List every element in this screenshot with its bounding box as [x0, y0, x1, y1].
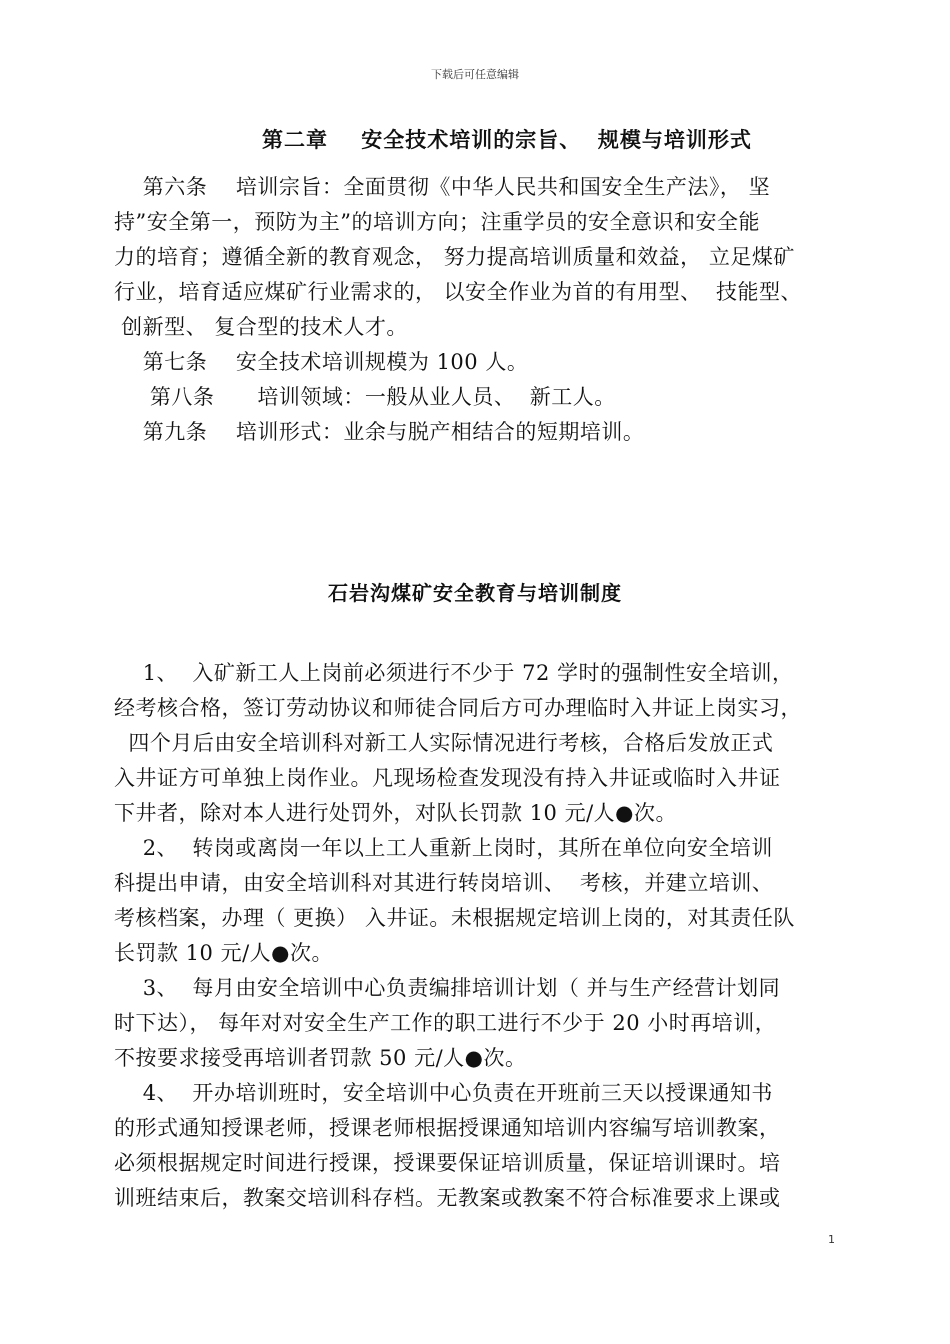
text-line: 2、 转岗或离岗一年以上工人重新上岗时，其所在单位向安全培训: [114, 836, 773, 860]
chapter-title: 第二章 安全技术培训的宗旨、 规模与培训形式: [262, 128, 752, 152]
text-line: 第六条 培训宗旨：全面贯彻《中华人民共和国安全生产法》， 坚: [114, 175, 771, 199]
text-line: 经考核合格，签订劳动协议和师徒合同后方可办理临时入井证上岗实习，: [114, 696, 802, 720]
text-line: 第八条 培训领域：一般从业人员、 新工人。: [114, 385, 616, 409]
document-title: 石岩沟煤矿安全教育与培训制度: [328, 581, 622, 605]
text-line: 长罚款 10 元/人●次。: [114, 941, 333, 965]
text-line: 第七条 安全技术培训规模为 100 人。: [114, 350, 529, 374]
text-line: 4、 开办培训班时，安全培训中心负责在开班前三天以授课通知书: [114, 1081, 773, 1105]
text-line: 力的培育；遵循全新的教育观念， 努力提高培训质量和效益， 立足煤矿: [114, 245, 795, 269]
text-line: 1、 入矿新工人上岗前必须进行不少于 72 学时的强制性安全培训，: [114, 661, 794, 685]
page-number: 1: [828, 1233, 835, 1246]
text-line: 考核档案，办理（ 更换） 入井证。未根据规定培训上岗的，对其责任队: [114, 906, 795, 930]
text-line: 四个月后由安全培训科对新工人实际情况进行考核，合格后发放正式: [114, 731, 774, 755]
text-line: 第九条 培训形式：业余与脱产相结合的短期培训。: [114, 420, 645, 444]
text-line: 不按要求接受再培训者罚款 50 元/人●次。: [114, 1046, 527, 1070]
text-line: 训班结束后，教案交培训科存档。无教案或教案不符合标准要求上课或: [114, 1186, 781, 1210]
text-line: 入井证方可单独上岗作业。凡现场检查发现没有持入井证或临时入井证: [114, 766, 781, 790]
text-line: 下井者，除对本人进行处罚外，对队长罚款 10 元/人●次。: [114, 801, 677, 825]
text-line: 持”安全第一，预防为主”的培训方向；注重学员的安全意识和安全能: [114, 210, 760, 234]
text-line: 创新型、 复合型的技术人才。: [114, 315, 408, 339]
text-line: 行业，培育适应煤矿行业需求的， 以安全作业为首的有用型、 技能型、: [114, 280, 803, 304]
page-header: 下载后可任意编辑: [431, 68, 519, 81]
text-line: 时下达）， 每年对对安全生产工作的职工进行不少于 20 小时再培训，: [114, 1011, 777, 1035]
text-line: 必须根据规定时间进行授课，授课要保证培训质量，保证培训课时。培: [114, 1151, 781, 1175]
text-line: 的形式通知授课老师，授课老师根据授课通知培训内容编写培训教案，: [114, 1116, 781, 1140]
text-line: 科提出申请，由安全培训科对其进行转岗培训、 考核，并建立培训、: [114, 871, 774, 895]
text-line: 3、 每月由安全培训中心负责编排培训计划（ 并与生产经营计划同: [114, 976, 781, 1000]
